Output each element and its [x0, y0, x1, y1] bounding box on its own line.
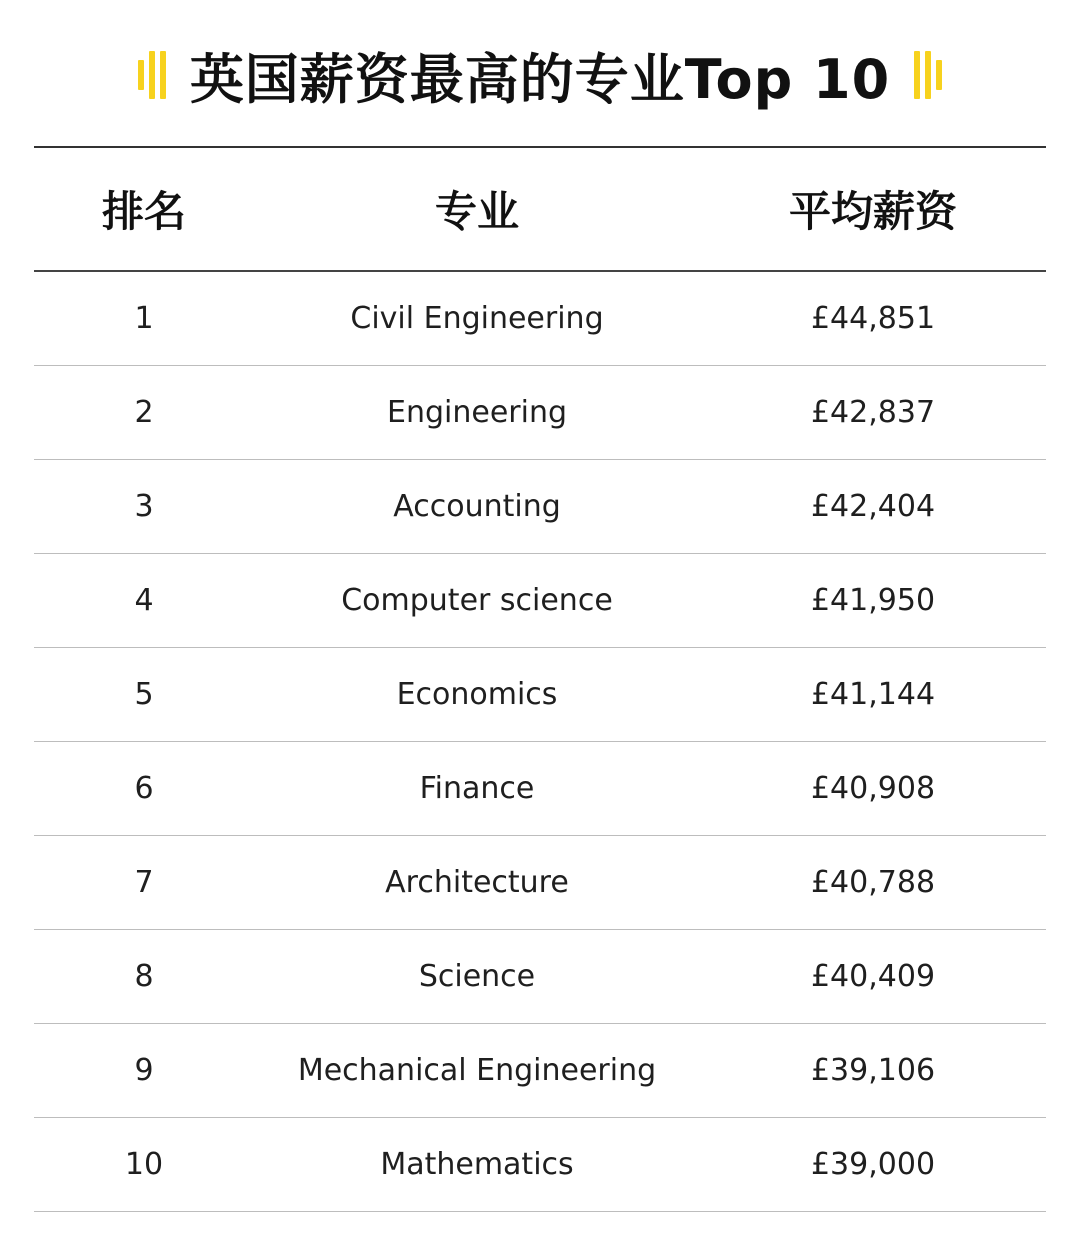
table-row [34, 1024, 1046, 1118]
salary-cell: £41,144 [810, 677, 936, 712]
rank-cell: 3 [134, 489, 154, 524]
major-cell: Civil Engineering [350, 301, 604, 336]
table-row [34, 930, 1046, 1024]
major-cell: Economics [396, 677, 558, 712]
rank-cell: 2 [134, 395, 154, 430]
salary-table [34, 146, 1046, 1212]
salary-cell: £44,851 [810, 301, 936, 336]
major-cell: Engineering [387, 395, 567, 430]
header-salary: 平均薪资 [788, 187, 957, 236]
salary-cell: £40,409 [810, 959, 936, 994]
title-accent-bars-left [138, 49, 166, 101]
major-cell: Architecture [385, 865, 569, 900]
rank-cell: 9 [134, 1053, 154, 1088]
rank-cell: 6 [134, 771, 154, 806]
major-cell: Science [418, 959, 536, 994]
table-row [34, 648, 1046, 742]
rank-cell: 1 [134, 301, 154, 336]
salary-cell: £42,404 [810, 489, 936, 524]
table-row [34, 1118, 1046, 1212]
major-cell: Computer science [341, 583, 613, 618]
header-rank: 排名 [101, 187, 186, 236]
table-row [34, 742, 1046, 836]
table-row [34, 554, 1046, 648]
rank-cell: 10 [124, 1147, 164, 1182]
table-header-row [34, 148, 1046, 272]
rank-cell: 4 [134, 583, 154, 618]
table-row [34, 366, 1046, 460]
header-major: 专业 [434, 187, 519, 236]
major-cell: Mechanical Engineering [297, 1053, 657, 1088]
salary-cell: £40,788 [810, 865, 936, 900]
title-bar [0, 30, 1080, 120]
rank-cell: 7 [134, 865, 154, 900]
salary-cell: £39,000 [810, 1147, 936, 1182]
rank-cell: 5 [134, 677, 154, 712]
table-row [34, 460, 1046, 554]
salary-cell: £39,106 [810, 1053, 936, 1088]
rank-cell: 8 [134, 959, 154, 994]
salary-cell: £42,837 [810, 395, 936, 430]
title-accent-bars-right [914, 49, 942, 101]
major-cell: Accounting [393, 489, 561, 524]
page-title: 英国薪资最高的专业Top 10 [189, 47, 891, 111]
table-row [34, 272, 1046, 366]
table-row [34, 836, 1046, 930]
salary-cell: £40,908 [810, 771, 936, 806]
major-cell: Mathematics [380, 1147, 574, 1182]
major-cell: Finance [419, 771, 535, 806]
salary-cell: £41,950 [810, 583, 936, 618]
